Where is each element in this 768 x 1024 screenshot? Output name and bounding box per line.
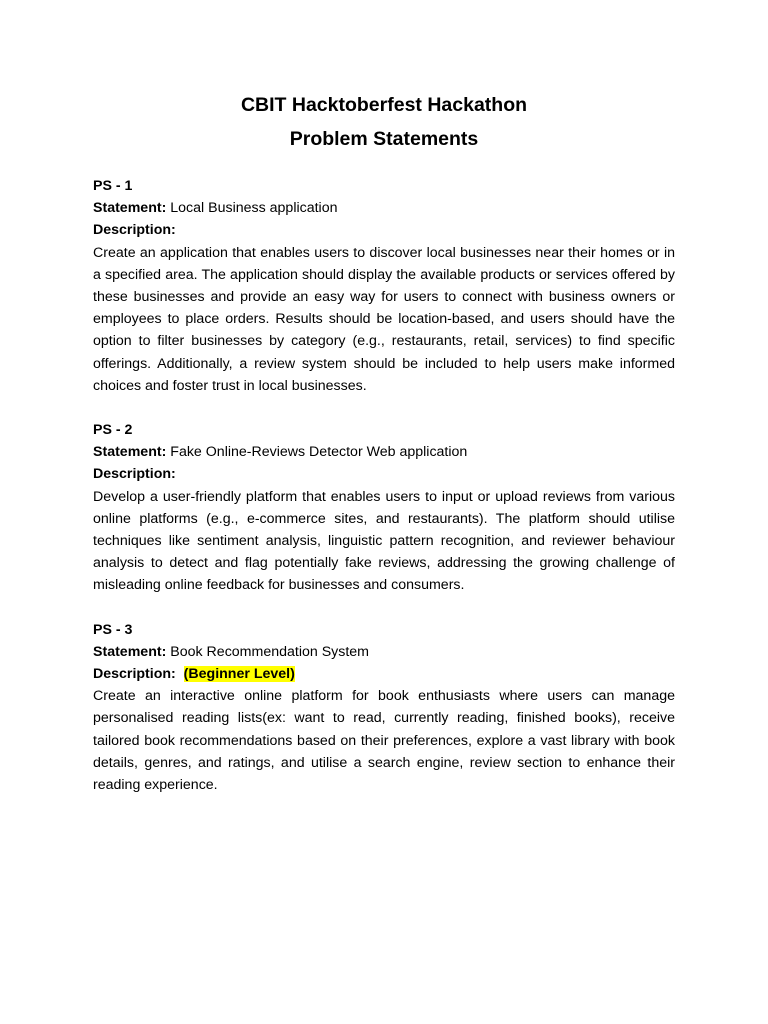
description-line [93, 663, 675, 685]
problem-statement-3 [93, 619, 675, 797]
document-page [93, 88, 675, 796]
statement-text: Local Business application [170, 200, 338, 217]
problem-statement-1 [93, 175, 675, 397]
problem-id: PS - 2 [93, 422, 133, 439]
problem-statement-2 [93, 419, 675, 597]
description-label: Description: [93, 222, 176, 239]
document-title: CBIT Hacktoberfest Hackathon [240, 94, 528, 116]
statement-label: Statement: [93, 200, 167, 217]
problem-id: PS - 1 [93, 178, 133, 194]
description-label: Description: [93, 466, 176, 483]
statement-line [93, 441, 675, 463]
statement-label: Statement: [93, 444, 167, 461]
statement-line [93, 641, 675, 663]
problem-id: PS - 3 [93, 621, 133, 638]
level-highlight-badge: (Beginner Level) [183, 666, 295, 683]
document-subtitle: Problem Statements [289, 128, 479, 150]
statement-line [93, 197, 675, 219]
statement-label: Statement: [93, 643, 167, 660]
statement-text: Book Recommendation System [170, 643, 369, 660]
description-text: Create an application that enables users to discover local businesses near their homes or in a specified area. The application should display the available products or services offered by these businesses and provide an easy way for users to connect with business owners or employees to place orders. Results should be location-based, and users should have the option to filter businesses by category (e.g., restaurants, retail, services) to find specific offerings. Additionally, a review system should be included to help users make informed choices and foster trust in local businesses. [93, 244, 675, 394]
statement-text: Fake Online-Reviews Detector Web application [170, 444, 468, 461]
description-label: Description: [93, 666, 176, 683]
description-text: Develop a user-friendly platform that enables users to input or upload reviews from various online platforms (e.g., e-commerce sites, and restaurants). The platform should utilise techniques like sentiment analysis, linguistic pattern recognition, and reviewer behaviour analysis to detect and flag potentially fake reviews, addressing the growing challenge of misleading online feedback for businesses and consumers. [93, 488, 675, 594]
description-text: Create an interactive online platform for book enthusiasts where users can manage personalised reading lists(ex: want to read, currently reading, finished books), receive tailored book recommendations based on their preferences, explore a vast library with book details, genres, and ratings, and utilise a search engine, review section to enhance their reading experience. [93, 688, 675, 794]
